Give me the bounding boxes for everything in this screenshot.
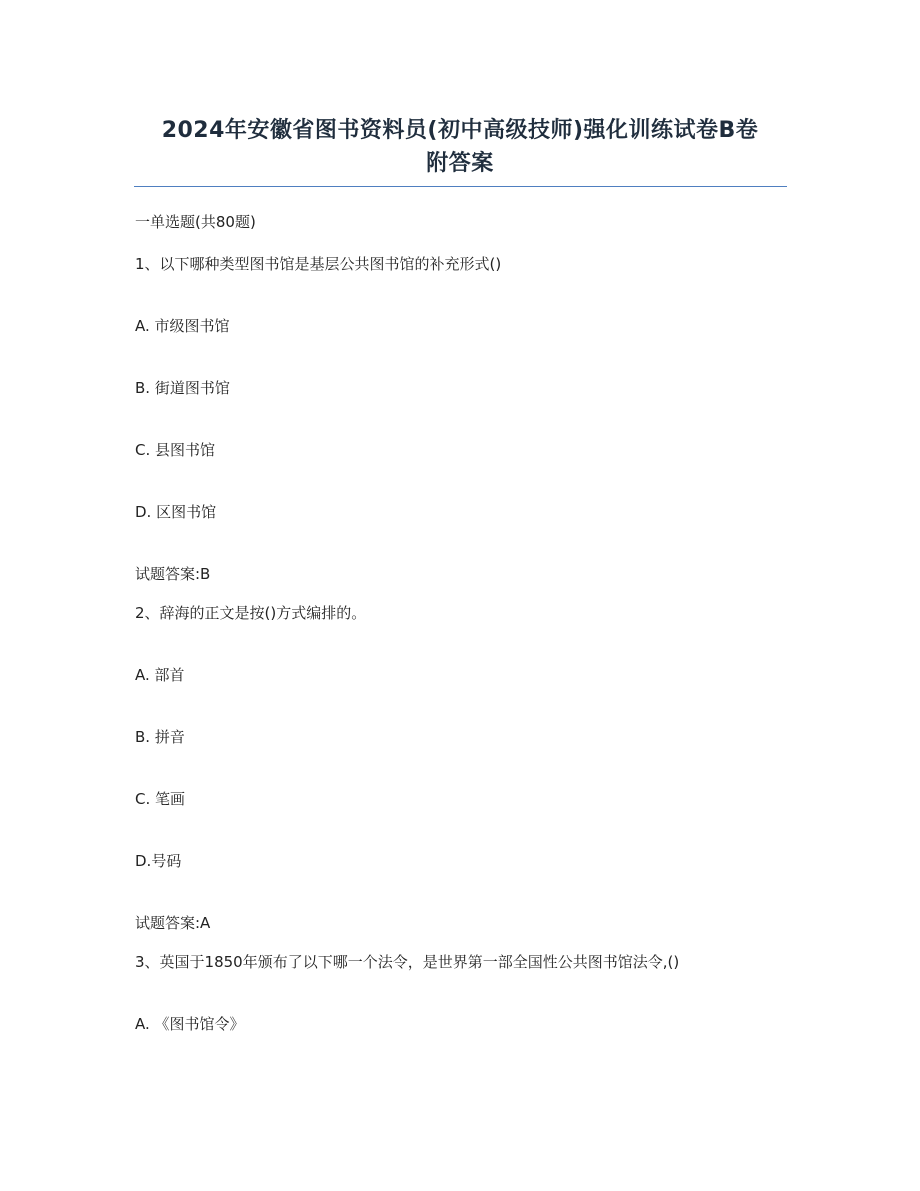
- question-1-option-a: A. 市级图书馆: [135, 317, 230, 335]
- title-divider: [134, 186, 787, 187]
- document-title: [110, 114, 810, 180]
- question-2-answer: 试题答案:A: [135, 914, 211, 932]
- question-1-option-b: B. 街道图书馆: [135, 379, 230, 397]
- question-3-stem: 3、英国于1850年颁布了以下哪一个法令，是世界第一部全国性公共图书馆法令,(): [135, 953, 680, 971]
- title-line-1: 2024年安徽省图书资料员(初中高级技师)强化训练试卷B卷: [161, 118, 759, 143]
- section-header: 一单选题(共80题): [135, 213, 256, 231]
- question-3-option-a: A. 《图书馆令》: [135, 1015, 245, 1033]
- question-2-option-a: A. 部首: [135, 666, 185, 684]
- question-1-stem: 1、以下哪种类型图书馆是基层公共图书馆的补充形式(): [135, 255, 502, 273]
- question-1-option-d: D. 区图书馆: [135, 503, 217, 521]
- question-2-option-c: C. 笔画: [135, 790, 186, 808]
- question-2-stem: 2、辞海的正文是按()方式编排的。: [135, 604, 367, 622]
- question-1-answer: 试题答案:B: [135, 565, 211, 583]
- title-line-2: 附答案: [426, 151, 494, 176]
- question-1-option-c: C. 县图书馆: [135, 441, 216, 459]
- question-2-option-b: B. 拼音: [135, 728, 185, 746]
- question-2-option-d: D.号码: [135, 852, 182, 870]
